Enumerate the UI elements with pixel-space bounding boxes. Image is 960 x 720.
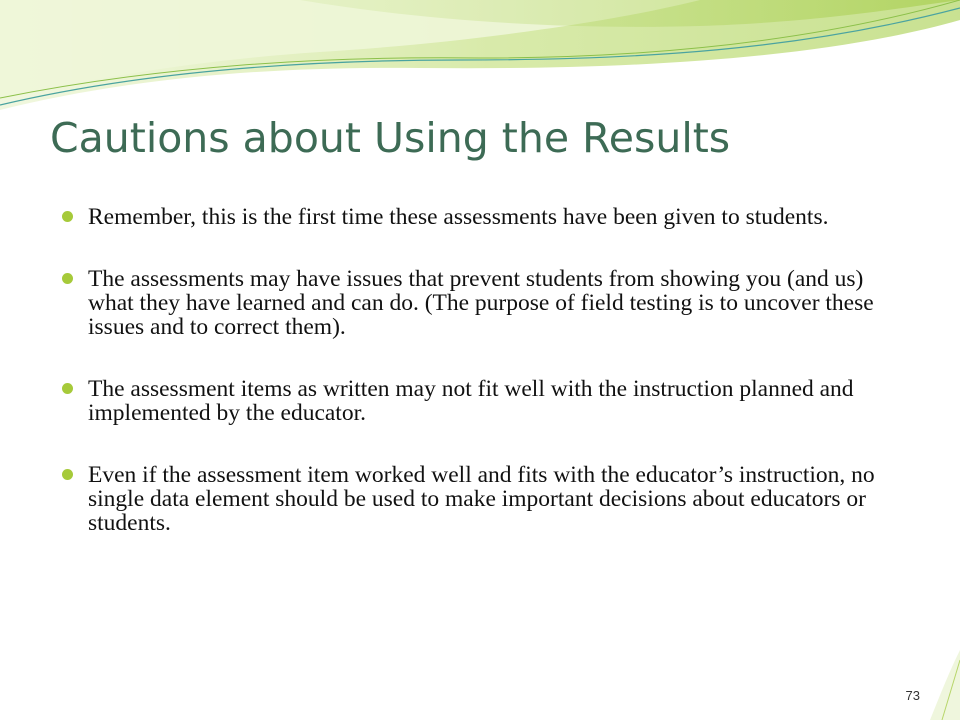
bullet-dot-icon xyxy=(62,469,73,480)
bullet-text: The assessment items as written may not fit well with the instruction planned and implemented by the educator. xyxy=(88,376,854,426)
corner-accent-decoration xyxy=(860,650,960,720)
bullet-dot-icon xyxy=(62,273,73,284)
bullet-dot-icon xyxy=(62,383,73,394)
page-title: Cautions about Using the Results xyxy=(50,114,731,162)
bullet-text: The assessments may have issues that prevent students from showing you (and us) what they have learned and can do. (The purpose of field testing is to uncover these issues and to correct them). xyxy=(88,266,874,340)
header-wave-decoration xyxy=(0,0,960,120)
page-number: 73 xyxy=(905,688,920,703)
bullet-text: Remember, this is the first time these assessments have been given to students. xyxy=(88,204,829,230)
list-item xyxy=(60,377,880,425)
bullet-text: Even if the assessment item worked well and fits with the educator’s instruction, no single data element should be used to make important decisions about educators or students. xyxy=(88,462,875,536)
bullet-list xyxy=(60,205,880,573)
bullet-dot-icon xyxy=(62,211,73,222)
list-item xyxy=(60,463,880,535)
list-item xyxy=(60,205,880,229)
list-item xyxy=(60,267,880,339)
